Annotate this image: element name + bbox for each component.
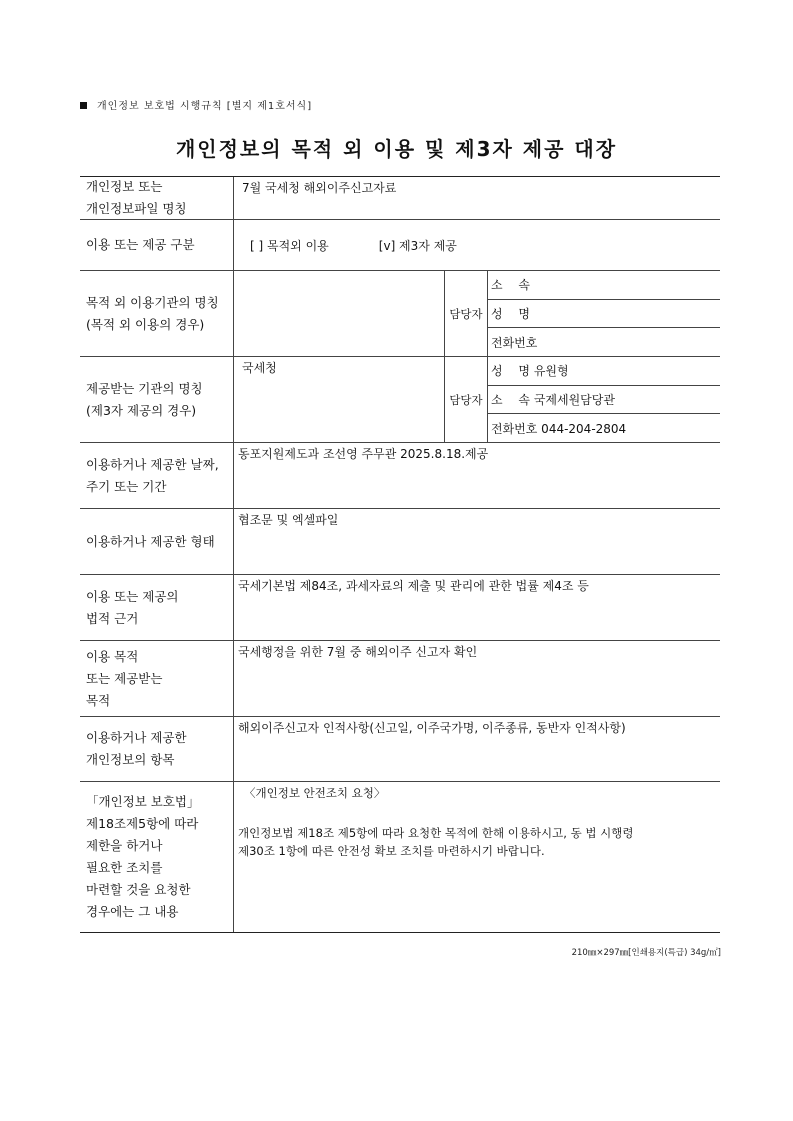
label-line: 목적 외 이용기관의 명칭: [86, 294, 219, 310]
label-line: 이용하거나 제공한: [86, 730, 187, 745]
label-items: [80, 717, 234, 781]
purpose-org-contact-label: 담당자: [445, 271, 488, 356]
row-purpose: [80, 641, 720, 717]
label-line: 제한을 하거나: [86, 838, 163, 853]
row-form: [80, 509, 720, 575]
label-purpose-org: [80, 271, 234, 356]
label-line: 제공받는 기관의 명칭: [86, 380, 203, 396]
label-category: [80, 220, 234, 270]
recipient-org-contact-label: 담당자: [445, 357, 488, 442]
label-line: 제18조제5항에 따라: [86, 816, 199, 831]
contact-phone: 전화번호 044-204-2804: [491, 421, 627, 436]
label-line: 이용 또는 제공의: [86, 588, 179, 604]
label-line: 목적: [86, 692, 111, 708]
row-category: [80, 220, 720, 271]
label-date: [80, 443, 234, 508]
contact-affiliation: 소 속: [488, 271, 720, 300]
square-bullet-icon: [80, 102, 87, 109]
row-date: [80, 443, 720, 509]
label-line: 필요한 조치를: [86, 860, 163, 875]
purpose-org-cells: [234, 271, 720, 356]
label-line: 이용 또는 제공 구분: [86, 237, 195, 252]
label-line: 개인정보 또는: [86, 179, 163, 194]
value-purpose: 국세행정을 위한 7월 중 해외이주 신고자 확인: [238, 645, 478, 659]
recipient-org-name: 국세청: [234, 357, 445, 442]
label-line: (제3자 제공의 경우): [86, 402, 197, 418]
form-reference-note: [80, 97, 312, 112]
contact-name: 성 명: [488, 300, 720, 329]
paper-size-note: 210㎜×297㎜[인쇄용지(특급) 34g/㎡]: [571, 948, 721, 958]
value-date: 동포지원제도과 조선영 주무관 2025.8.18.제공: [238, 447, 489, 461]
value-legal-basis: 국세기본법 제84조, 과세자료의 제출 및 관리에 관한 법률 제4조 등: [238, 579, 589, 593]
row-file-name: [80, 177, 720, 220]
contact-name: 성 명 유원형: [488, 357, 720, 386]
purpose-org-name: [234, 271, 445, 356]
row-measures: [80, 782, 720, 932]
document-title: 개인정보의 목적 외 이용 및 제3자 제공 대장: [175, 137, 618, 161]
label-line: 이용하거나 제공한 형태: [86, 533, 215, 549]
purpose-org-contact-fields: [488, 271, 720, 356]
row-legal-basis: [80, 575, 720, 641]
label-line: 주기 또는 기간: [86, 478, 167, 494]
recipient-org-contact-fields: [488, 357, 720, 442]
recipient-org-cells: [234, 357, 720, 442]
label-measures: [80, 782, 234, 932]
label-line: 경우에는 그 내용: [86, 904, 179, 919]
form-reference-text: 개인정보 보호법 시행규칙 [별지 제1호서식]: [97, 101, 313, 112]
row-purpose-org: [80, 271, 720, 357]
contact-affiliation: 소 속 국제세원담당관: [488, 386, 720, 415]
label-line: 이용 목적: [86, 648, 139, 664]
measures-text-line-1: 개인정보법 제18조 제5항에 따라 요청한 목적에 한해 이용하시고, 동 법 시행령: [238, 826, 634, 840]
ledger-table: [80, 176, 720, 933]
value-items: 해외이주신고자 인적사항(신고일, 이주국가명, 이주종류, 동반자 인적사항): [238, 721, 626, 735]
label-line: 법적 근거: [86, 610, 139, 626]
label-line: 개인정보의 항목: [86, 752, 175, 767]
row-items: [80, 717, 720, 782]
label-line: 개인정보파일 명칭: [86, 201, 187, 216]
category-options: [234, 220, 473, 270]
label-file-name: [80, 177, 234, 219]
measures-heading: 〈개인정보 안전조치 요청〉: [244, 786, 386, 800]
value-measures: [234, 782, 720, 932]
label-line: 마련할 것을 요청한: [86, 882, 191, 897]
row-recipient-org: [80, 357, 720, 443]
option-third-party-provision: [v] 제3자 제공: [378, 238, 457, 253]
label-legal-basis: [80, 575, 234, 640]
label-line: 「개인정보 보호법」: [86, 794, 200, 809]
label-purpose: [80, 641, 234, 716]
option-purpose-outside-use: [ ] 목적외 이용: [250, 238, 329, 253]
value-file-name: 7월 국세청 해외이주신고자료: [242, 181, 397, 195]
label-recipient-org: [80, 357, 234, 442]
measures-text-line-2: 제30조 1항에 따른 안전성 확보 조치를 마련하시기 바랍니다.: [238, 844, 545, 858]
value-form: 협조문 및 엑셀파일: [238, 513, 339, 527]
label-line: 이용하거나 제공한 날짜,: [86, 456, 219, 472]
label-line: 또는 제공받는: [86, 670, 163, 686]
label-line: (목적 외 이용의 경우): [86, 316, 205, 332]
contact-phone: 전화번호: [491, 335, 538, 350]
label-form: [80, 509, 234, 574]
